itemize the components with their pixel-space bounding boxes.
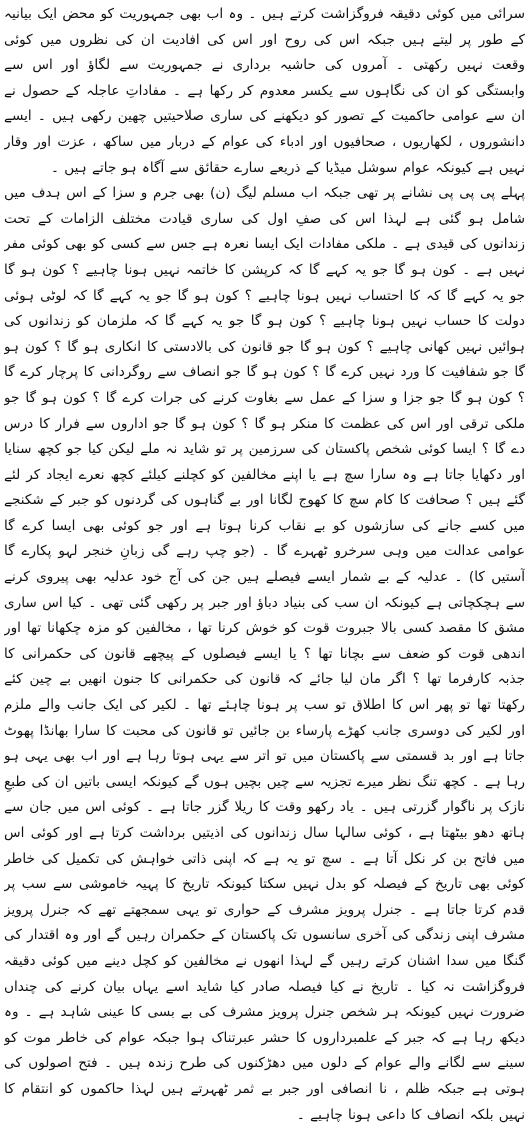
article-paragraph-1: سرائی میں کوئی دقیقہ فروگزاشت کرتے ہیں ۔ وہ اب بھی جمہوریت کو محض ایک بیانیہ کے طور پر لیتے ہیں جبکہ اس کی روح اور اس کی افادیت ان کی نظروں میں کوئی وقعت نہیں رکھتی ۔ آمروں کی حاشیہ برداری نے جمہوریت سے لگاؤ اور اس سے وابستگی کو ان کی نگاہوں سے یکسر معدوم کر رکھا ہے ۔ مفاداتِ عاجلہ کے حصول نے ان سے عوامی حاکمیت کے تصور کو دیکھنے کی ساری صلاحیتیں چھین رکھی ہیں ۔ ایسے دانشوروں ، لکھاریوں ، صحافیوں اور ادباء کی عوام کے دربار میں ساکھ ، عزت اور وقار نہیں ہے کیونکہ عوام سوشل میڈیا کے ذریعے سارے حقائق سے آگاہ ہو جاتے ہیں ۔ [4,6,525,176]
article-column [4,2,525,1133]
article-paragraph-2: پہلے پی پی پی نشانے پر تھی جبکہ اب مسلم لیگ (ن) بھی جرم و سزا کے اس ہدف میں شامل ہو گئی ہے لہذا اس کی صفِ اول کی ساری قیادت مختلف الزامات کے تحت زندانوں کی قیدی ہے ۔ ملکی مفادات ایک ایسا نعرہ ہے جس سے کسی کو بھی کوئی مفر نہیں ہے ۔ کون ہو گا جو یہ کہے گا کہ کرپشن کا خاتمہ نہیں ہونا چاہیے ؟ کون ہو گا جو یہ کہے گا کہ کا احتساب نہیں ہونا چاہیے ؟ کون ہو گا جو یہ کہے گا کہ لوٹی ہوئی دولت کا حساب نہیں ہونا چاہیے ؟ کون ہو گا جو یہ کہے گا کہ ملزمان کو زندانوں کی ہوائیں نہیں کھانی چاہیے ؟ کون ہو گا جو قانون کی بالادستی کا انکاری ہو گا ؟ کون ہو گا جو شفافیت کا ورد نہیں کرے گا ؟ کون ہو گا جو انصاف سے روگردانی کا پرچار کرے گا ؟ کون ہو گا جو جزا و سزا کے عمل سے بغاوت کرنے کی جرات کرے گا ؟ کون ہو گا جو ملکی ترقی اور اس کی عظمت کا منکر ہو گا ؟ کون ہو گا جو اداروں سے فرار کا درس دے گا ؟ ایسا کوئی شخص پاکستان کی سرزمین پر تو شاید نہ ملے لیکن کیا جو کچھ سنایا اور دکھایا جاتا ہے وہ سارا سچ ہے یا اپنے مخالفین کو کچلنے کیلئے کچھ نعرے ایجاد کر لئے گئے ہیں ؟ صحافت کا کام سچ کا کھوج لگانا اور بے گناہوں کی گردنوں کو جبر کے شکنجے میں کسے جانے کی سازشوں کو بے نقاب کرنا ہوتا ہے اور جو کوئی بھی ایسا کرے گا عوامی عدالت میں وہی سرخرو ٹھہرے گا ۔ (جو چپ رہے گی زبانِ خنجر لہو پکارے گا آستیں کا) ۔ عدلیہ کے بے شمار ایسے فیصلے ہیں جن کی آج خود عدلیہ بھی پیروی کرنے سے ہچکچاتی ہے کیونکہ ان سب کی بنیاد دباؤ اور جبر پر رکھی گئی تھی ۔ کیا اس ساری مشق کا مقصد کسی بالا جبروت قوت کو خوش کرنا تھا ، مخالفین کو مزہ چکھانا تھا اور اندھی قوت کو ضعف سے بچانا تھا ؟ یا ایسے فیصلوں کے پیچھے قانون کی حکمرانی کا جذبہ کارفرما تھا ؟ اگر مان لیا جائے کہ قانون کی حکمرانی کا جنون انھیں بے چین کئے رکھتا تھا تو پھر اس کا اطلاق تو سب پر ہونا چاہئے تھا ۔ لکیر کی ایک جانب والے ملزم اور لکیر کی دوسری جانب کھڑے پارساء بن جائیں تو قانون کی محبت کا سارا بھانڈا پھوٹ جاتا ہے اور بد قسمتی سے پاکستان میں تو اتر سے یہی ہوتا رہا ہے اور اب بھی یہی ہو رہا ہے ۔ کچھ تنگ نظر میرے تجزیہ سے چیں بچیں ہوں گے کیونکہ ایسی باتیں ان کی طبعِ نازک پر ناگوار گزرتی ہیں ۔ یاد رکھو وقت کا ریلا گزر جاتا ہے ۔ کوئی اس میں جان سے ہاتھ دھو بیٹھتا ہے ، کوئی سالہا سال زندانوں کی اذیتیں برداشت کرتا ہے اور کوئی اس میں فاتح بن کر نکل آتا ہے ۔ سچ تو یہ ہے کہ اپنی ذاتی خواہش کی تکمیل کی خاطر کوئی بھی تاریخ کے فیصلہ کو بدل نہیں سکتا کیونکہ تاریخ کا پہیہ خاموشی سے سب پر قدم کرتا جاتا ہے ۔ جنرل پرویز مشرف کے حواری تو یہی سمجھتے تھے کہ جنرل پرویز مشرف اپنی زندگی کی آخری سانسوں تک پاکستان کے حکمران رہیں گے اور وہ اقتدار کی گنگا میں سدا اشنان کرتے رہیں گے لہذا انھوں نے مخالفین کو کچل دینے میں کوئی دقیقہ فروگزاشت نہ کیا ۔ تاریخ نے کیا فیصلہ صادر کیا شاید اسے یہاں بیان کرنے کی چنداں ضرورت نہیں کیونکہ ہر شخص جنرل پرویز مشرف کی بے بسی کا عینی شاہد ہے ۔ وہ دیکھ رہا ہے کہ جبر کے علمبرداروں کا حشر عبرتناک ہوا جبکہ عوام کی خاطر موت کو سینے سے لگانے والے عوام کے دلوں میں دھڑکنوں کی طرح زندہ ہیں ۔ فتح اصولوں کی ہوتی ہے جبکہ ظلم ، نا انصافی اور جبر بے ثمر ٹھہرتے ہیں لہذا حاکموں کو انتقام کا نہیں بلکہ انصاف کا داعی ہونا چاہیے ۔ [4,185,525,1123]
